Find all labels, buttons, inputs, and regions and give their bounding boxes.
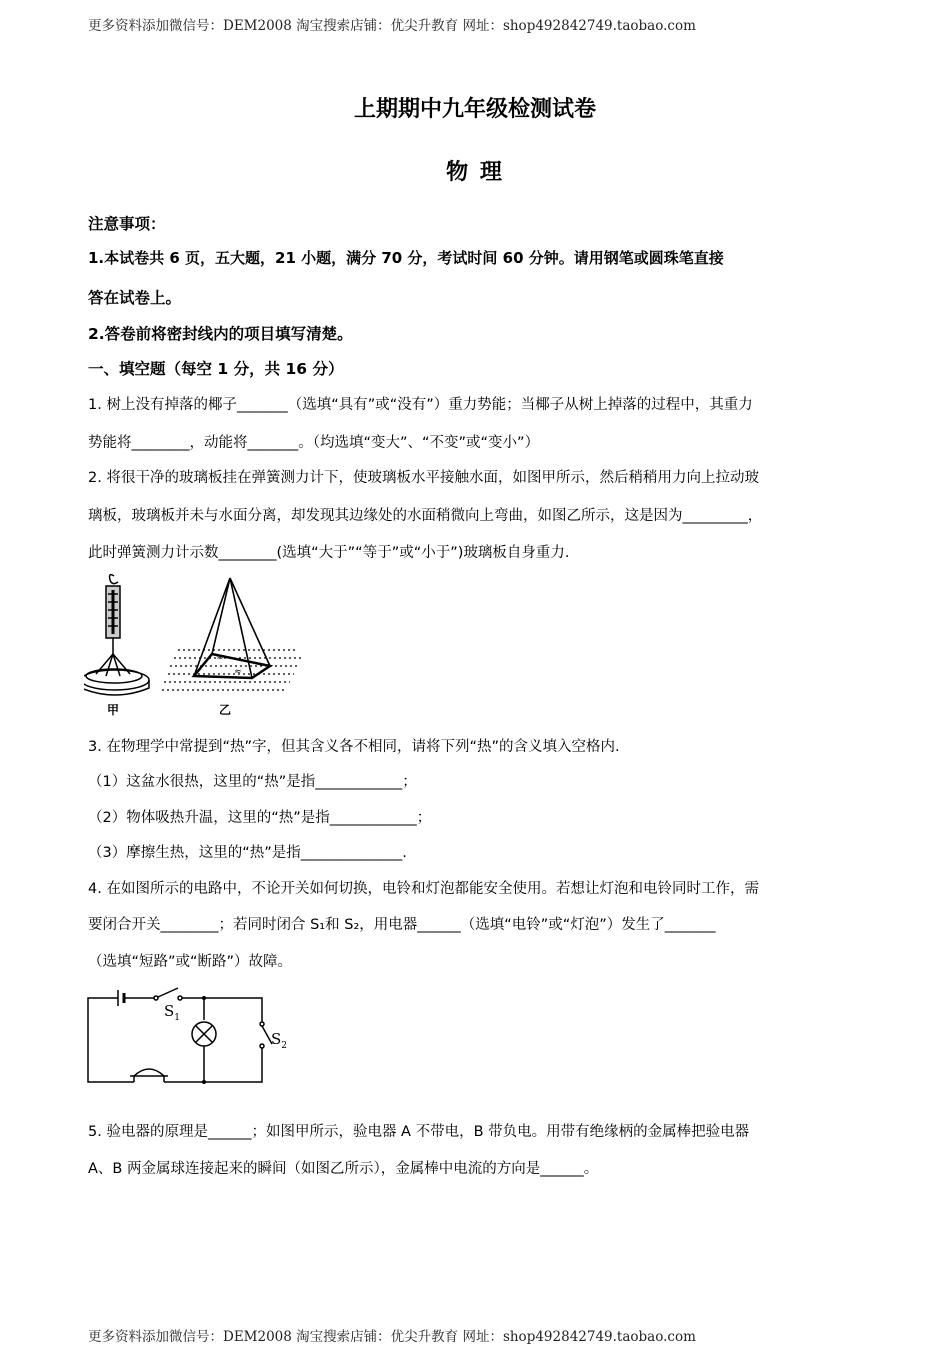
question-4-line-1: 4. 在如图所示的电路中，不论开关如何切换，电铃和灯泡都能安全使用。若想让灯泡和电铃同时工作，需	[88, 881, 759, 897]
question-1-line-1: 1. 树上没有掉落的椰子_______（选填“具有”或“没有”）重力势能；当椰子从树上掉落的过程中，其重力	[88, 397, 753, 413]
question-4-line-2: 要闭合开关________；若同时闭合 S₁和 S₂，用电器______（选填“电铃”或“灯泡”）发生了_______	[88, 917, 716, 933]
notice-heading: 注意事项：	[88, 215, 166, 233]
page-footer-note: 更多资料添加微信号：DEM2008 淘宝搜索店铺：优尖升教育 网址：shop492842749.taobao.com	[88, 1329, 696, 1345]
svg-text:≈: ≈	[234, 667, 242, 677]
question-2-line-2: 璃板，玻璃板并未与水面分离，却发现其边缘处的水面稍微向上弯曲，如图乙所示，这是因为_________，	[88, 508, 763, 524]
question-3-line-1: 3. 在物理学中常提到“热”字，但其含义各不相同，请将下列“热”的含义填入空格内.	[88, 739, 620, 755]
page-header-note: 更多资料添加微信号：DEM2008 淘宝搜索店铺：优尖升教育 网址：shop492842749.taobao.com	[88, 18, 696, 34]
question-5-line-2: A、B 两金属球连接起来的瞬间（如图乙所示），金属棒中电流的方向是______。	[88, 1161, 599, 1177]
figure-label-a: 甲	[107, 703, 120, 717]
switch-s1-label: $S_1$	[164, 1002, 181, 1023]
section-heading: 一、填空题（每空 1 分，共 16 分）	[88, 360, 344, 378]
figure-label-b: 乙	[219, 703, 232, 717]
notice-item-2: 2.答卷前将密封线内的项目填写清楚。	[88, 325, 353, 343]
question-4-line-3: （选填“短路”或“断路”）故障。	[88, 954, 293, 970]
spring-scale-drawing	[84, 575, 149, 695]
glass-pyramid-drawing	[194, 578, 270, 678]
exam-title: 上期期中九年级检测试卷	[353, 97, 596, 122]
question-1-line-2: 势能将________，动能将_______。（均选填“变大”、“不变”或“变小”）	[88, 435, 540, 451]
question-3-item-2: （2）物体吸热升温，这里的“热”是指____________；	[88, 810, 432, 826]
figure-circuit	[84, 982, 294, 1088]
figure-spring-scale-glass	[84, 570, 309, 718]
switch-s2-label: $S_2$	[271, 1030, 288, 1051]
notice-item-1: 1.本试卷共 6 页，五大题，21 小题，满分 70 分，考试时间 60 分钟。请用钢笔或圆珠笔直接	[88, 249, 724, 267]
notice-item-1-cont: 答在试卷上。	[88, 289, 182, 307]
question-2-line-3: 此时弹簧测力计示数________(选填“大于”“等于”或“小于”)玻璃板自身重力.	[88, 545, 570, 561]
water-surface-dots	[176, 648, 306, 650]
question-3-item-3: （3）摩擦生热，这里的“热”是指______________.	[88, 845, 407, 861]
subject-title: 物 理	[446, 160, 504, 185]
question-5-line-1: 5. 验电器的原理是______；如图甲所示，验电器 A 不带电，B 带负电。用带有绝缘柄的金属棒把验电器	[88, 1124, 750, 1140]
question-3-item-1: （1）这盆水很热，这里的“热”是指____________；	[88, 774, 417, 790]
svg-text:≈: ≈	[216, 653, 224, 663]
question-2-line-1: 2. 将很干净的玻璃板挂在弹簧测力计下，使玻璃板水平接触水面，如图甲所示，然后稍稍用力向上拉动玻	[88, 470, 759, 486]
